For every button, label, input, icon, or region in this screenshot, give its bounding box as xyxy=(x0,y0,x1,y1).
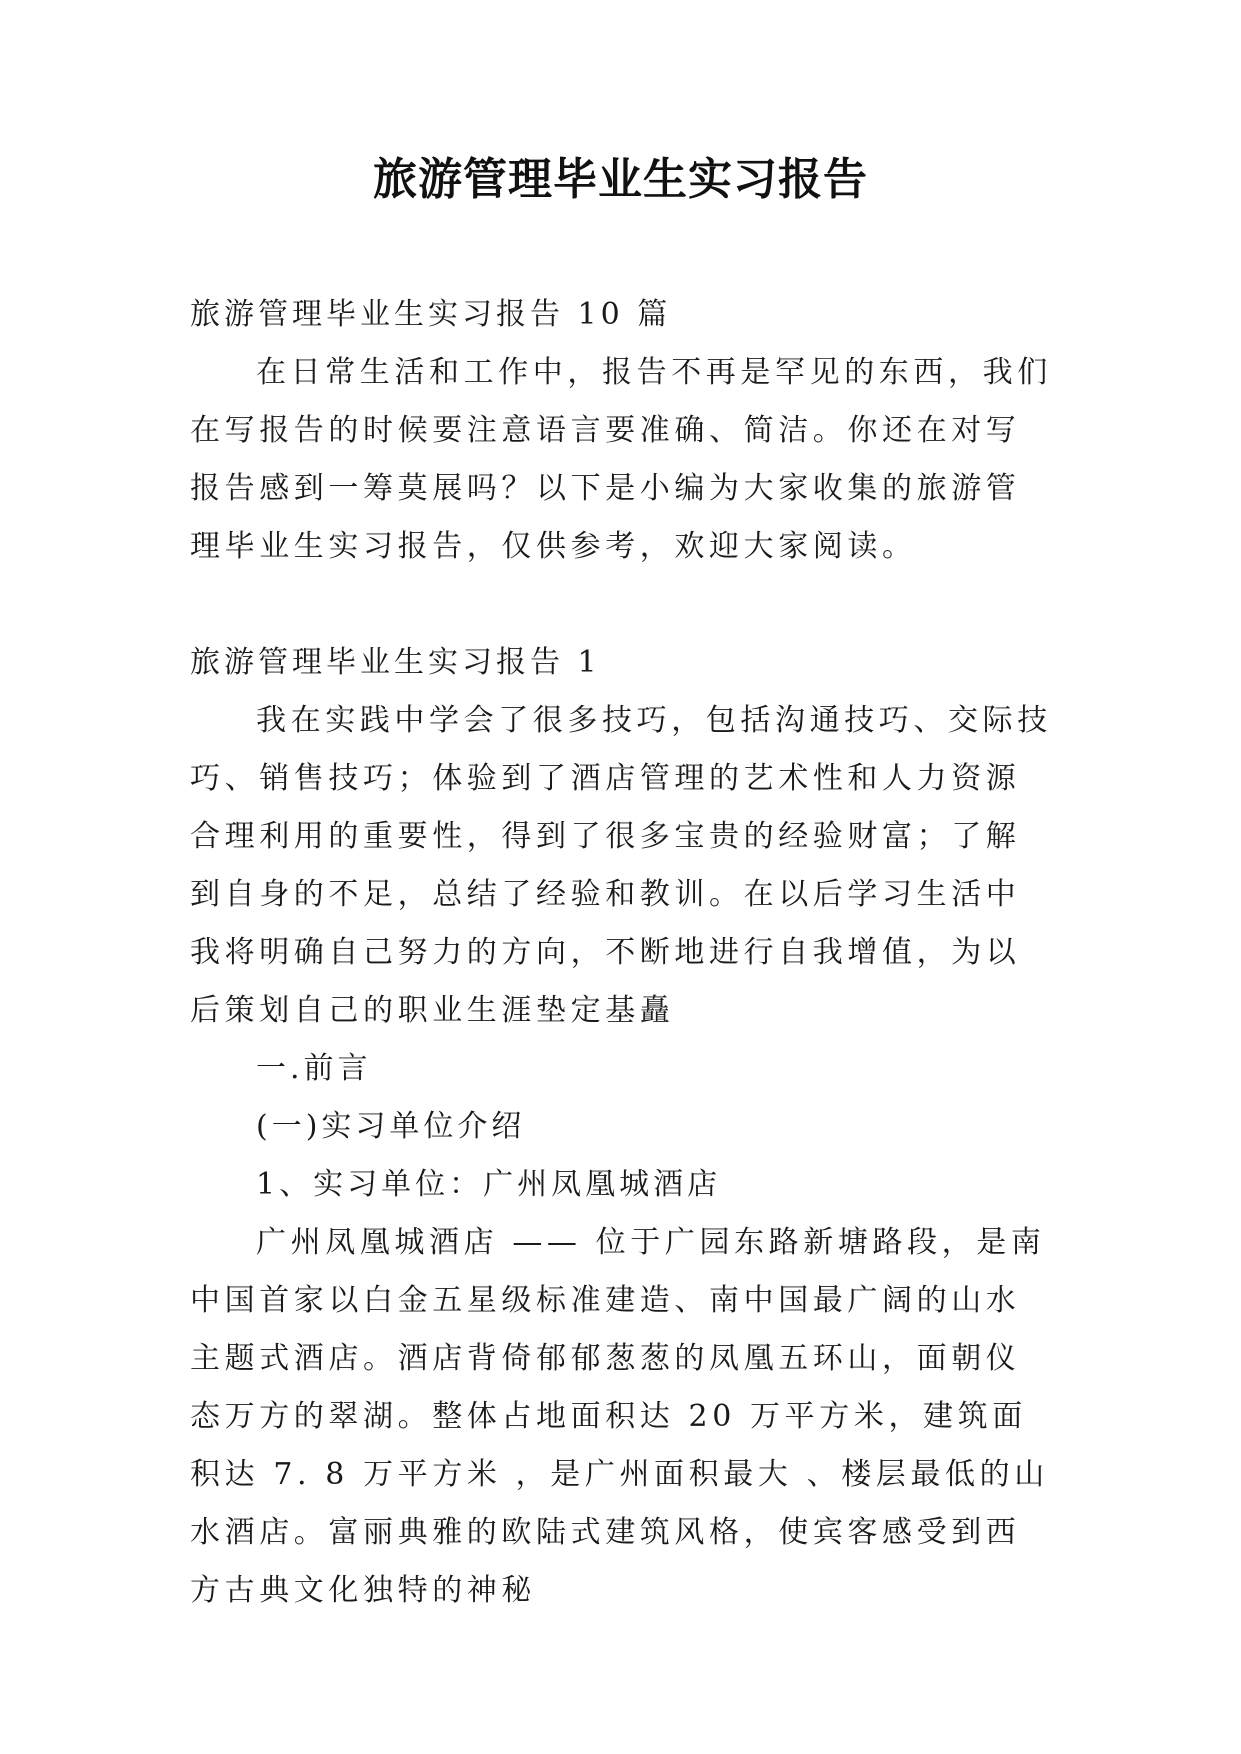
document-title: 旅游管理毕业生实习报告 xyxy=(373,154,868,205)
intro-paragraph: 在日常生活和工作中，报告不再是罕见的东西，我们在写报告的时候要注意语言要准确、简洁。你还在对写报告感到一筹莫展吗？以下是小编为大家收集的旅游管理毕业生实习报告，仅供参考，欢迎大家阅读。 xyxy=(190,355,1052,564)
spacer xyxy=(190,576,1054,634)
subtitle: 旅游管理毕业生实习报告 10 篇 xyxy=(190,297,672,332)
document-body xyxy=(190,286,1054,1620)
hotel-paragraph: 广州凤凰城酒店 —— 位于广园东路新塘路段，是南中国首家以白金五星级标准建造、南中国最广阔的山水主题式酒店。酒店背倚郁郁葱葱的凤凰五环山，面朝仪态万方的翠湖。整体占地面积达 20 万平方米，建筑面积达 7. 8 万平方米 ，是广州面积最大 、楼层最低的山水酒店。富丽典雅的欧陆式建筑风格，使宾客感受到西方古典文化独特的神秘 xyxy=(190,1225,1049,1608)
unit-name: 1、实习单位：广州凤凰城酒店 xyxy=(256,1167,722,1202)
section-heading: 旅游管理毕业生实习报告 1 xyxy=(190,645,601,680)
preface-heading: 一.前言 xyxy=(256,1051,372,1086)
section-paragraph: 我在实践中学会了很多技巧，包括沟通技巧、交际技巧、销售技巧；体验到了酒店管理的艺术性和人力资源合理利用的重要性，得到了很多宝贵的经验财富；了解到自身的不足，总结了经验和教训。在以后学习生活中我将明确自己努力的方向，不断地进行自我增值，为以后策划自己的职业生涯垫定基矗 xyxy=(190,703,1052,1028)
unit-intro-heading: (一)实习单位介绍 xyxy=(256,1109,526,1144)
